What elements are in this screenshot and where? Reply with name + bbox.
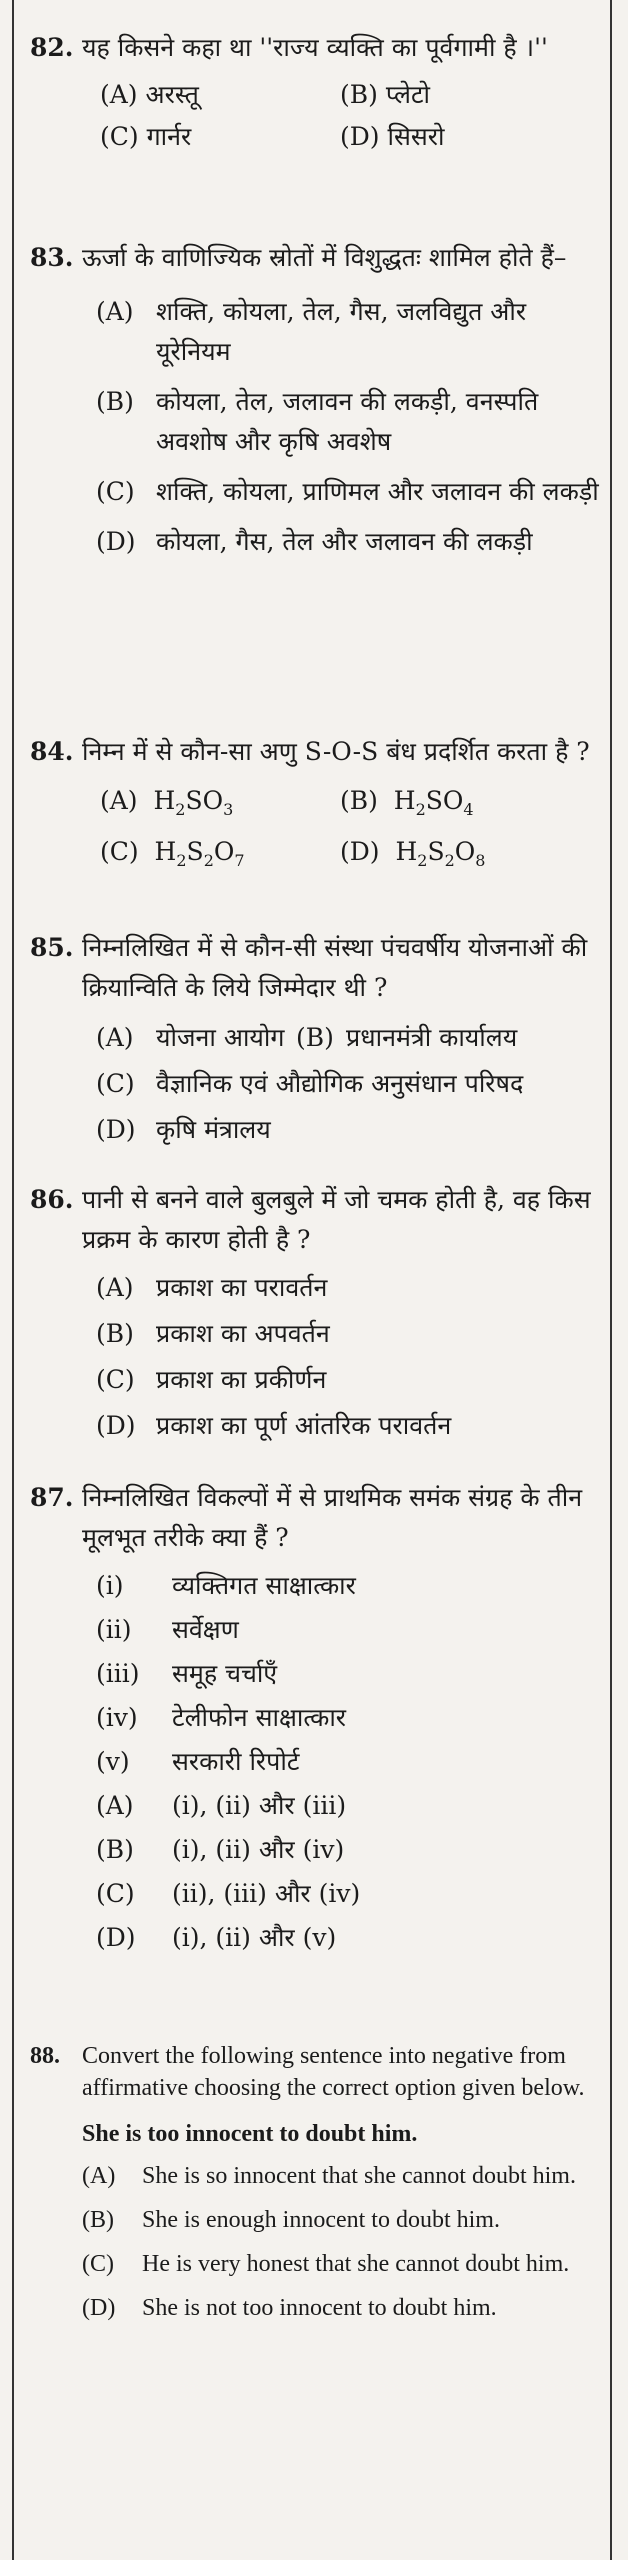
list-item: (v) सरकारी रिपोर्ट (96, 1747, 300, 1776)
list-item: (ii) सर्वेक्षण (96, 1615, 239, 1644)
option-c[interactable]: (C) गार्नर (100, 122, 192, 151)
question-82 (30, 28, 600, 158)
question-number: 83. (30, 243, 74, 272)
option-d[interactable]: (D) प्रकाश का पूर्ण आंतरिक परावर्तन (96, 1411, 452, 1440)
question-text: पानी से बनने वाले बुलबुले में जो चमक होती है, वह किस प्रक्रम के कारण होती है ? (82, 1185, 591, 1254)
option-c[interactable]: (C) $H_2S_2O_7$ (100, 837, 245, 870)
option-d[interactable]: (D) कृषि मंत्रालय (96, 1115, 271, 1144)
question-text: निम्नलिखित में से कौन-सी संस्था पंचवर्षीय योजनाओं की क्रियान्विति के लिये जिम्मेदार थी ? (82, 933, 588, 1002)
right-margin-rule (610, 0, 612, 2560)
option-c[interactable]: (C) He is very honest that she cannot doubt him. (82, 2251, 570, 2277)
option-b[interactable]: (B) She is enough innocent to doubt him. (82, 2207, 500, 2233)
question-number: 88. (30, 2043, 60, 2069)
question-84 (30, 732, 600, 882)
question-87 (30, 1478, 600, 1960)
option-a[interactable]: (A) (i), (ii) और (iii) (96, 1791, 347, 1820)
option-b[interactable]: (B) $H_2SO_4$ (340, 786, 474, 819)
option-d[interactable]: (D) सिसरो (340, 122, 445, 151)
option-d[interactable]: (D) कोयला, गैस, तेल और जलावन की लकड़ी (96, 527, 533, 556)
option-d[interactable]: (D) She is not too innocent to doubt him. (82, 2295, 497, 2321)
option-c[interactable]: (C) (ii), (iii) और (iv) (96, 1879, 361, 1908)
question-text: निम्न में से कौन-सा अणु S-O-S बंध प्रदर्शित करता है ? (82, 737, 590, 766)
option-b[interactable]: (B) (i), (ii) और (iv) (96, 1835, 345, 1864)
list-item: (iv) टेलीफोन साक्षात्कार (96, 1703, 347, 1732)
question-88 (30, 2040, 600, 2336)
question-86 (30, 1180, 600, 1446)
question-text: निम्नलिखित विकल्पों में से प्राथमिक समंक संग्रह के तीन मूलभूत तरीके क्या हैं ? (82, 1483, 583, 1552)
list-item: (i) व्यक्तिगत साक्षात्कार (96, 1571, 356, 1600)
option-b[interactable]: (B) कोयला, तेल, जलावन की लकड़ी, वनस्पति अवशोष और कृषि अवशेष (96, 387, 539, 456)
question-number: 86. (30, 1185, 74, 1214)
option-d[interactable]: (D) $H_2S_2O_8$ (340, 837, 486, 870)
option-d[interactable]: (D) (i), (ii) और (v) (96, 1923, 337, 1952)
question-number: 85. (30, 933, 74, 962)
question-number: 87. (30, 1483, 74, 1512)
question-83 (30, 238, 600, 562)
question-number: 84. (30, 737, 74, 766)
question-85 (30, 928, 600, 1150)
list-item: (iii) समूह चर्चाएँ (96, 1659, 278, 1688)
option-a[interactable]: (A) अरस्तू (100, 80, 199, 109)
option-c[interactable]: (C) वैज्ञानिक एवं औद्योगिक अनुसंधान परिषद (96, 1069, 524, 1098)
question-sentence: She is too innocent to doubt him. (82, 2121, 418, 2147)
option-a[interactable]: (A) प्रकाश का परावर्तन (96, 1273, 328, 1302)
question-text: ऊर्जा के वाणिज्यिक स्रोतों में विशुद्धतः शामिल होते हैं– (82, 243, 567, 272)
left-margin-rule (12, 0, 14, 2560)
option-c[interactable]: (C) शक्ति, कोयला, प्राणिमल और जलावन की लकड़ी (96, 477, 599, 506)
option-c[interactable]: (C) प्रकाश का प्रकीर्णन (96, 1365, 327, 1394)
question-number: 82. (30, 33, 74, 62)
option-a-b-row: (A) योजना आयोग (B) प्रधानमंत्री कार्यालय (96, 1023, 518, 1052)
question-text: Convert the following sentence into negative from affirmative choosing the correct option given below. (82, 2043, 585, 2101)
option-a[interactable]: (A) शक्ति, कोयला, तेल, गैस, जलविद्युत और यूरेनियम (96, 297, 527, 366)
option-a[interactable]: (A) She is so innocent that she cannot doubt him. (82, 2163, 576, 2189)
option-b[interactable]: (B) प्लेटो (340, 80, 431, 109)
option-b[interactable]: (B) प्रकाश का अपवर्तन (96, 1319, 330, 1348)
option-a[interactable]: (A) $H_2SO_3$ (100, 786, 234, 819)
question-text: यह किसने कहा था ''राज्य व्यक्ति का पूर्वगामी है ।'' (82, 33, 548, 62)
